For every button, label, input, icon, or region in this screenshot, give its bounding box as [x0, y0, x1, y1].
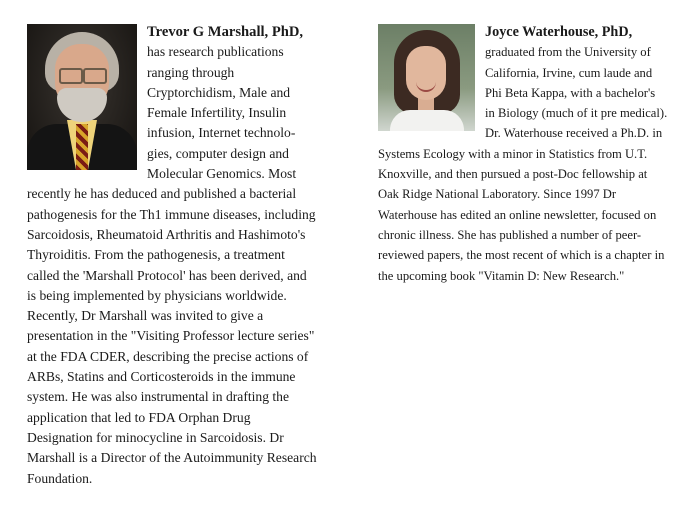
marshall-bio-block: [27, 22, 317, 489]
waterhouse-bio: graduated from the University of California, Irvine, cum laude and Phi Beta Kappa, with a bachelor's in Biology (much of it pre medical). Dr. Waterhouse received a Ph.D. in Systems Ecology with a minor in Statistics from U.T. Knoxville, and then pursued a post-Doc fellowship at Oak Ridge National Laboratory. Since 1997 Dr Waterhouse has edited an online newsletter, focused on chronic illness. She has published a number of peer-reviewed papers, the most recent of which is a chapter in the upcoming book "Vitamin D: New Research.": [378, 45, 668, 283]
waterhouse-bio-block: [378, 22, 668, 286]
marshall-name: Trevor G Marshall, PhD,: [147, 24, 304, 40]
marshall-bio: has research publications ranging through Cryptorchidism, Male and Female Infertility, Insulin infusion, Internet technolo-gies, computer design and Molecular Genomics. Most recently he has deduced and published a bacterial pathogenesis for the Th1 immune diseases, including Sarcoidosis, Rheumatoid Arthritis and Hashimoto's Thyroiditis. From the pathogenesis, a treatment called the 'Marshall Protocol' has been derived, and is being implemented by physicians worldwide. Recently, Dr Marshall was invited to give a presentation in the "Visiting Professor lecture series" at the FDA CDER, describing the precise actions of ARBs, Statins and Corticosteroids in the immune system. He was also instrumental in drafting the application that led to FDA Orphan Drug Designation for minocycline in Sarcoidosis. Dr Marshall is a Director of the Autoimmunity Research Foundation.: [27, 44, 317, 486]
marshall-photo: [27, 24, 137, 170]
waterhouse-name: Joyce Waterhouse, PhD,: [485, 24, 633, 40]
waterhouse-photo: [378, 24, 475, 131]
